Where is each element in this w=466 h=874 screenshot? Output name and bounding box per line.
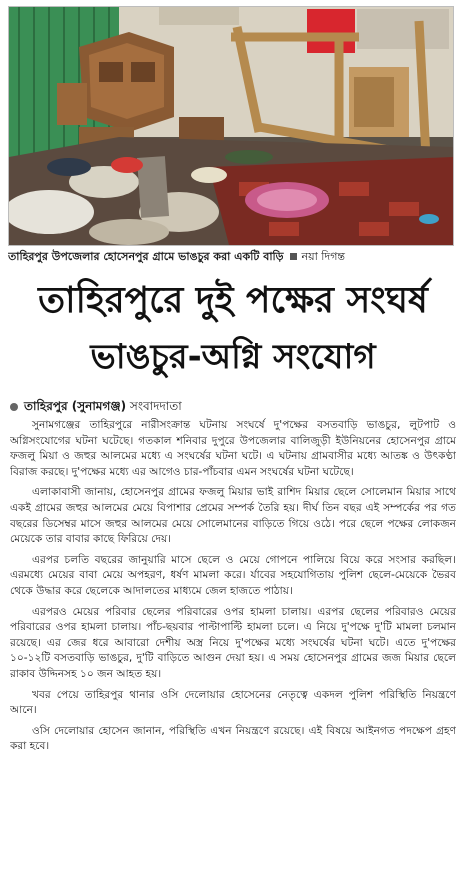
article-paragraph: এলাকাবাসী জানায়, হোসেনপুর গ্রামের ফজলু মিয়ার ভাই রাশিদ মিয়ার ছেলে সোলেমান মিয়ার সাথে একই গ্রামের জহুর আলমের মেয়ে বিপাশার প্রেমের সম্পর্ক তৈরি হয়। দীর্ঘ তিন বছর এই সম্পর্কের পর গত বছরের ডিসেম্বর মাসে জহুর আলমের মেয়ে সোলেমানের বাড়িতে গিয়ে ওঠে। পরে ছেলে পক্ষের লোকজন মেয়েকে তার বাবার কাছে ফিরিয়ে দেয়। bbox=[10, 486, 456, 546]
headline-line-1: তাহিরপুরে দুই পক্ষের সংঘর্ষ bbox=[38, 280, 428, 321]
headline-line-2: ভাঙচুর-অগ্নি সংযোগ bbox=[90, 337, 376, 377]
dateline-place: তাহিরপুর (সুনামগঞ্জ) bbox=[24, 399, 127, 413]
article-paragraph: এরপর চলতি বছরের জানুয়ারি মাসে ছেলে ও মেয়ে গোপনে পালিয়ে বিয়ে করে সংসার করছিল। এরমধ্যে মেয়ের বাবা মেয়ে অপহরণ, ধর্ষণ মামলা করে। র্যাবের সহযোগিতায় পুলিশ ছেলে-মেয়েকে ভৈরব থেকে উদ্ধার করে ছেলেকে আদালতের মাধ্যমে জেল হাজতে পাঠায়। bbox=[10, 553, 456, 597]
damaged-house-photo-icon bbox=[9, 7, 453, 245]
dateline-reporter: সংবাদদাতা bbox=[129, 399, 182, 413]
article-body bbox=[10, 418, 456, 868]
article-paragraph: সুনামগঞ্জের তাহিরপুরে নারীসংক্রান্ত ঘটনায় সংঘর্ষে দু'পক্ষের বসতবাড়ি ভাঙচুর, লুটপাট ও অগ্নিসংযোগের ঘটনা ঘটেছে। গতকাল শনিবার দুপুরে উপজেলার বালিজুড়ী ইউনিয়নের হোসেনপুর গ্রামে ফজলু মিয়া ও জহুর আলমের মধ্যে এ সংঘর্ষের ঘটনা ঘটে। এ ঘটনায় গ্রামবাসীর মধ্যে আতঙ্ক ও উৎকণ্ঠা বিরাজ করছে। দু'পক্ষের মধ্যে এর আগেও চার-পাঁচবার এমন সংঘর্ষের ঘটনা ঘটেছে। bbox=[10, 419, 456, 478]
dateline bbox=[10, 398, 182, 414]
caption-text: তাহিরপুর উপজেলার হোসেনপুর গ্রামে ভাঙচুর করা একটি বাড়ি bbox=[8, 250, 284, 263]
article-paragraph: খবর পেয়ে তাহিরপুর থানার ওসি দেলোয়ার হোসেনের নেতৃত্বে একদল পুলিশ পরিস্থিতি নিয়ন্ত্রণে আনে। bbox=[10, 688, 456, 717]
article-paragraph: এরপরও মেয়ের পরিবার ছেলের পরিবারের ওপর হামলা চালায়। এরপর ছেলের পরিবারও মেয়ের পরিবারের ওপর হামলা চালায়। পাঁচ-ছয়বার পাল্টাপাল্টি হামলা চলে। এ নিয়ে দু'পক্ষে দু'টি মামলা চলমান রয়েছে। এর জের ধরে আবারো দেশীয় অস্ত্র নিয়ে দু'পক্ষের মধ্যে সংঘর্ষের ঘটনা ঘটে। এতে দু'পক্ষের ১০-১২টি বসতবাড়ি ভাঙচুর, দু'টি বাড়িতে আগুন দেয়া হয়। এ সময় হোসেনপুর গ্রামের জজ মিয়ার ছেলে রাকাব উদ্দিনসহ ১০ জন আহত হয়। bbox=[10, 605, 456, 680]
photo-caption bbox=[8, 248, 458, 266]
red-cloth bbox=[307, 9, 355, 53]
bullet-dot-icon bbox=[10, 403, 18, 411]
article-paragraph: ওসি দেলোয়ার হোসেন জানান, পরিস্থিতি এখন নিয়ন্ত্রণে রয়েছে। এই বিষয়ে আইনগত পদক্ষেপ গ্রহণ করা হবে। bbox=[10, 724, 456, 753]
news-photo bbox=[8, 6, 454, 246]
photo-credit: নয়া দিগন্ত bbox=[301, 250, 345, 263]
square-bullet-icon bbox=[290, 253, 297, 260]
